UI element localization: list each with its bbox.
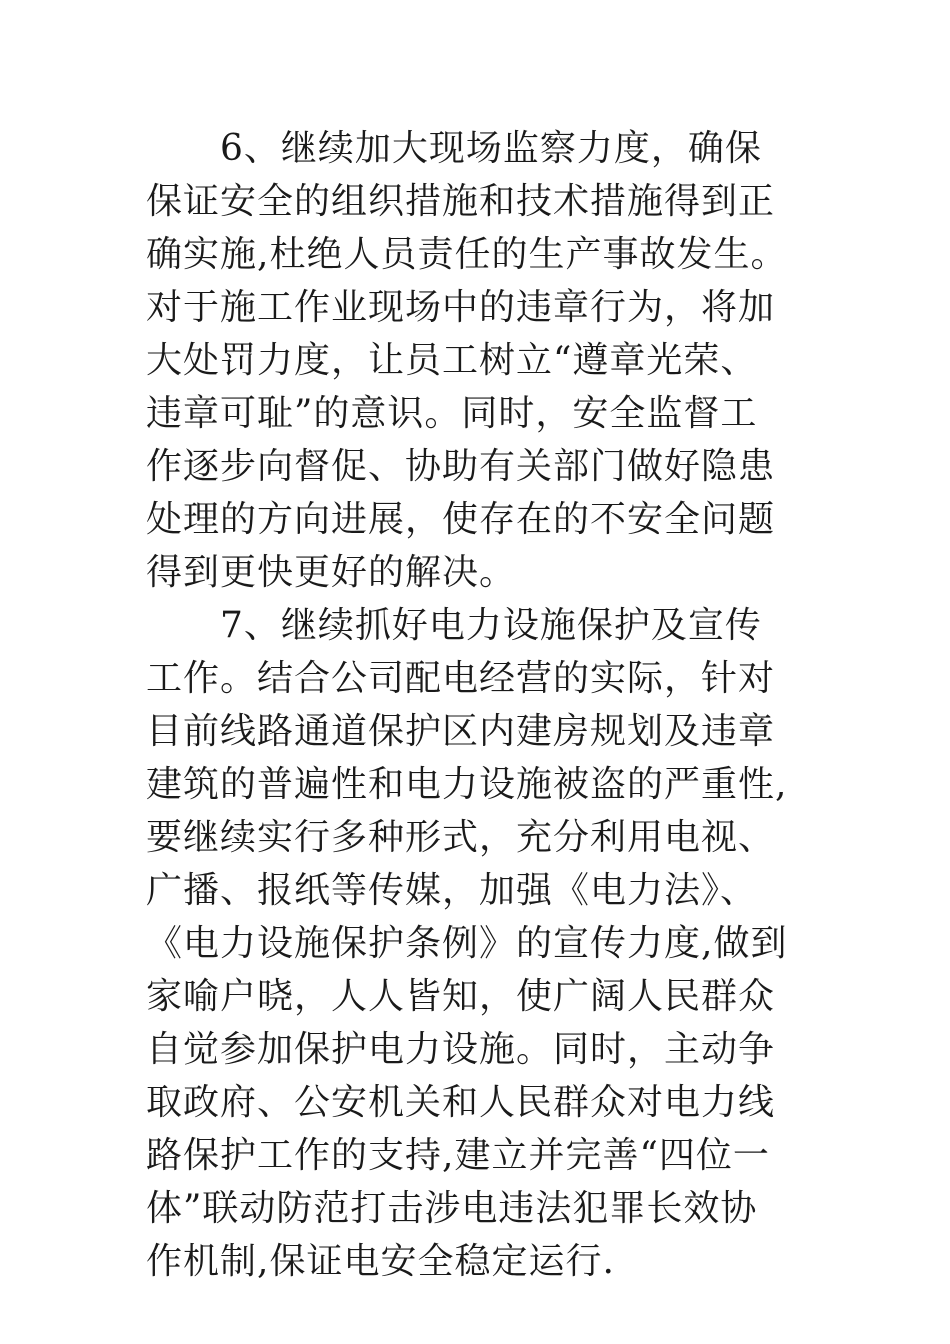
paragraph-line: 得到更快更好的解决。 <box>146 552 517 593</box>
paragraph-line: 大处罚力度，让员工树立“遵章光荣、 <box>146 340 758 381</box>
document-body <box>146 122 811 1288</box>
paragraph-line: 体”联动防范打击涉电违法犯罪长效协 <box>146 1188 758 1229</box>
paragraph-line: 家喻户晓，人人皆知，使广阔人民群众 <box>146 976 776 1017</box>
paragraph-line: 广播、报纸等传媒，加强《电力法》、 <box>146 870 758 911</box>
paragraph-line: 保证安全的组织措施和技术措施得到正 <box>146 181 776 222</box>
paragraph-line: 路保护工作的支持,建立并完善“四位一 <box>146 1135 770 1176</box>
paragraph-line: 违章可耻”的意识。同时，安全监督工 <box>146 393 758 434</box>
paragraph-line: 确实施,杜绝人员责任的生产事故发生。 <box>146 234 788 275</box>
paragraph-item-7 <box>146 599 811 1288</box>
paragraph-line: 作逐步向督促、协助有关部门做好隐患 <box>146 446 776 487</box>
paragraph-line: 对于施工作业现场中的违章行为，将加 <box>146 287 776 328</box>
paragraph-item-6 <box>146 122 811 599</box>
paragraph-line: 6、继续加大现场监察力度，确保 <box>220 128 762 169</box>
paragraph-line: 要继续实行多种形式，充分利用电视、 <box>146 817 776 858</box>
paragraph-line: 自觉参加保护电力设施。同时，主动争 <box>146 1029 776 1070</box>
paragraph-line: 工作。结合公司配电经营的实际，针对 <box>146 658 776 699</box>
paragraph-line: 目前线路通道保护区内建房规划及违章 <box>146 711 776 752</box>
paragraph-line: 《电力设施保护条例》的宣传力度,做到 <box>146 923 788 964</box>
paragraph-line: 处理的方向进展，使存在的不安全问题 <box>146 499 776 540</box>
paragraph-line: 建筑的普遍性和电力设施被盗的严重性, <box>146 764 788 805</box>
paragraph-line: 作机制,保证电安全稳定运行. <box>146 1241 615 1282</box>
paragraph-line: 取政府、公安机关和人民群众对电力线 <box>146 1082 776 1123</box>
paragraph-line: 7、继续抓好电力设施保护及宣传 <box>220 605 762 646</box>
